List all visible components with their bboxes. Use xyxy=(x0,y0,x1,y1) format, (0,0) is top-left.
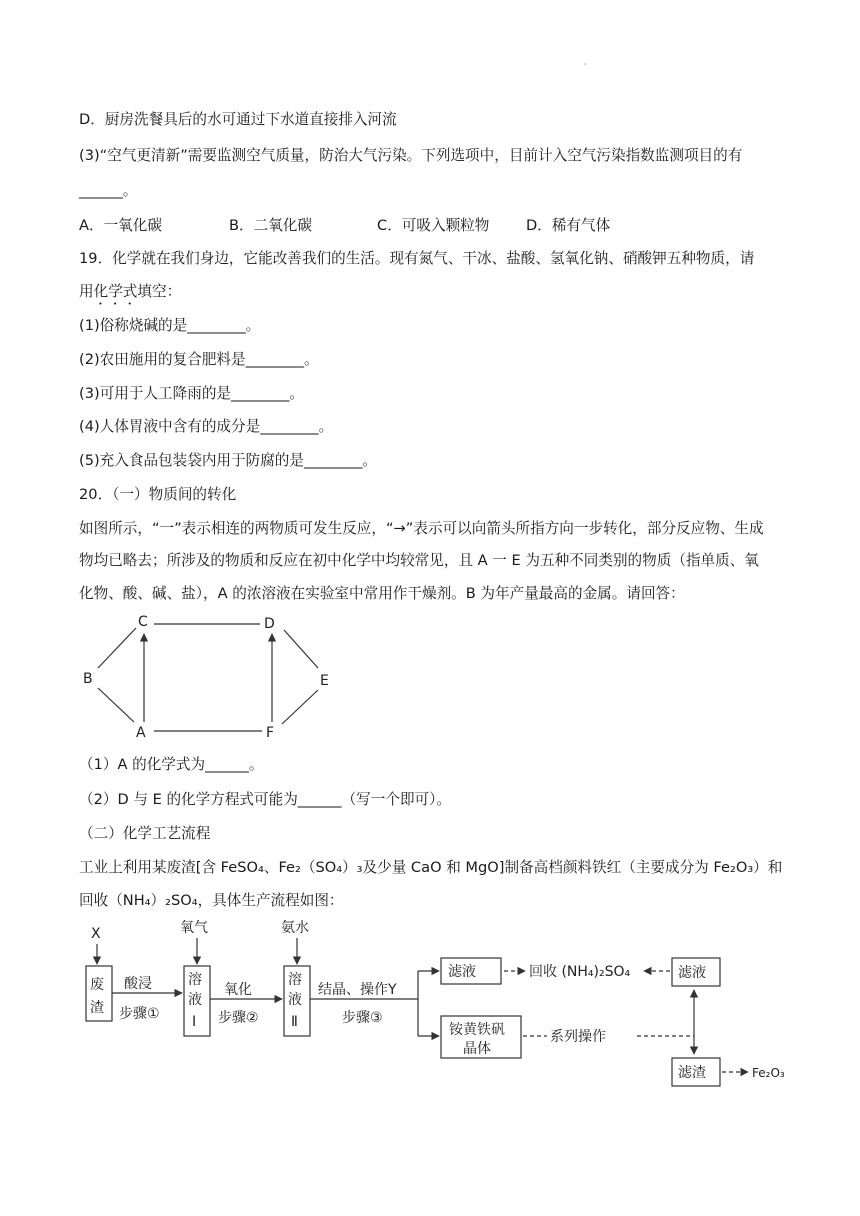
edge-e-f xyxy=(282,690,318,724)
node-c: C xyxy=(138,614,148,630)
q20-para-3: 化物、酸、碱、盐），A 的浓溶液在实验室中常用作干燥剂。B 为年产量最高的金属。请回答： xyxy=(79,585,685,602)
sol1-char-1: 溶 xyxy=(188,972,202,988)
q20-sub-1: （1）A 的化学式为______。 xyxy=(79,756,264,773)
q20-para-1: 如图所示，“一”表示相连的两物质可发生反应，“→”表示可以向箭头所指方向一步转化，部分反应物、生成 xyxy=(79,520,764,537)
label-alum-2: 晶体 xyxy=(463,1041,491,1057)
q20-para-2: 物均已略去；所涉及的物质和反应在初中化学中均较常见，且 A 一 E 为五种不同类别的物质（指单质、氧 xyxy=(79,552,759,569)
label-series: 系列操作 xyxy=(550,1029,606,1045)
relation-diagram xyxy=(70,604,360,744)
process-flow-diagram xyxy=(80,914,795,1094)
choice-a: A．一氧化碳 xyxy=(79,217,162,234)
sol1-char-3: Ⅰ xyxy=(192,1014,197,1030)
node-f: F xyxy=(266,725,275,741)
label-filtrate-2: 滤液 xyxy=(678,965,706,981)
label-oxidize: 氧化 xyxy=(224,982,252,998)
q20-heading: 20．（一）物质间的转化 xyxy=(79,486,237,503)
q19-item-3: (3)可用于人工降雨的是________。 xyxy=(79,385,304,402)
q18-option-d: D．厨房洗餐具后的水可通过下水道直接排入河流 xyxy=(79,111,397,128)
q20-para2-1: 工业上利用某废渣[含 FeSO₄、Fe₂（SO₄）₃及少量 CaO 和 MgO]制备高档颜料铁红（主要成分为 Fe₂O₃）和 xyxy=(79,859,783,876)
label-x: X xyxy=(91,926,101,942)
label-residue: 滤渣 xyxy=(678,1065,706,1081)
label-step-1: 步骤① xyxy=(119,1006,160,1022)
label-filtrate-1: 滤液 xyxy=(448,964,476,980)
q19-item-1: (1)俗称烧碱的是________。 xyxy=(79,317,261,334)
label-ammonia: 氨水 xyxy=(281,920,309,936)
waste-char-2: 渣 xyxy=(90,1000,104,1016)
page-mark: ' xyxy=(584,62,587,71)
q19-item-2: (2)农田施用的复合肥料是________。 xyxy=(79,351,319,368)
q19-item-5: (5)充入食品包装袋内用于防腐的是________。 xyxy=(79,452,377,469)
q19-item-4: (4)人体胃液中含有的成分是________。 xyxy=(79,418,334,435)
label-recover: 回收 (NH₄)₂SO₄ xyxy=(529,964,631,980)
q19-stem-emphasis: 化学式 xyxy=(93,283,138,300)
q20-sub-2: （2）D 与 E 的化学方程式可能为______（写一个即可）。 xyxy=(79,791,452,808)
label-step-2: 步骤② xyxy=(218,1010,259,1026)
label-alum-1: 铵黄铁矾 xyxy=(449,1022,505,1038)
q18-sub3: (3)“空气更清新”需要监测空气质量，防治大气污染。下列选项中，目前计入空气污染指数监测项目的有 xyxy=(79,147,743,164)
q20-section-2: （二）化学工艺流程 xyxy=(79,825,211,842)
node-b: B xyxy=(83,671,93,687)
q18-sub3-blank: ______。 xyxy=(79,182,138,199)
q19-stem: 19．化学就在我们身边，它能改善我们的生活。现有氮气、干冰、盐酸、氢氧化钠、硝酸钾五种物质，请 xyxy=(79,250,755,267)
label-product: Fe₂O₃ xyxy=(752,1066,785,1080)
q19-stem-pre: 用 xyxy=(79,283,94,300)
sol2-char-3: Ⅱ xyxy=(291,1014,298,1030)
sol2-char-1: 溶 xyxy=(288,972,302,988)
node-e: E xyxy=(320,673,329,689)
label-leach: 酸浸 xyxy=(124,976,152,992)
choice-c: C．可吸入颗粒物 xyxy=(377,217,490,234)
sol2-char-2: 液 xyxy=(288,992,302,1008)
sol1-char-2: 液 xyxy=(188,992,202,1008)
q19-stem-2 xyxy=(79,282,181,308)
q19-stem-post: 填空： xyxy=(137,283,182,300)
label-step-3: 步骤③ xyxy=(342,1010,383,1026)
edge-d-e xyxy=(284,630,318,668)
edge-b-c xyxy=(98,628,136,668)
choice-d: D．稀有气体 xyxy=(526,217,611,234)
q20-para2-2: 回收（NH₄）₂SO₄，具体生产流程如图： xyxy=(79,892,344,909)
label-oxygen: 氧气 xyxy=(180,920,208,936)
choice-b: B．二氧化碳 xyxy=(229,217,312,234)
q18-choices xyxy=(79,214,639,234)
node-d: D xyxy=(264,616,275,632)
edge-b-a xyxy=(98,688,134,722)
label-crystal: 结晶、操作Y xyxy=(318,982,397,998)
waste-char-1: 废 xyxy=(90,977,104,993)
node-a: A xyxy=(136,725,146,741)
